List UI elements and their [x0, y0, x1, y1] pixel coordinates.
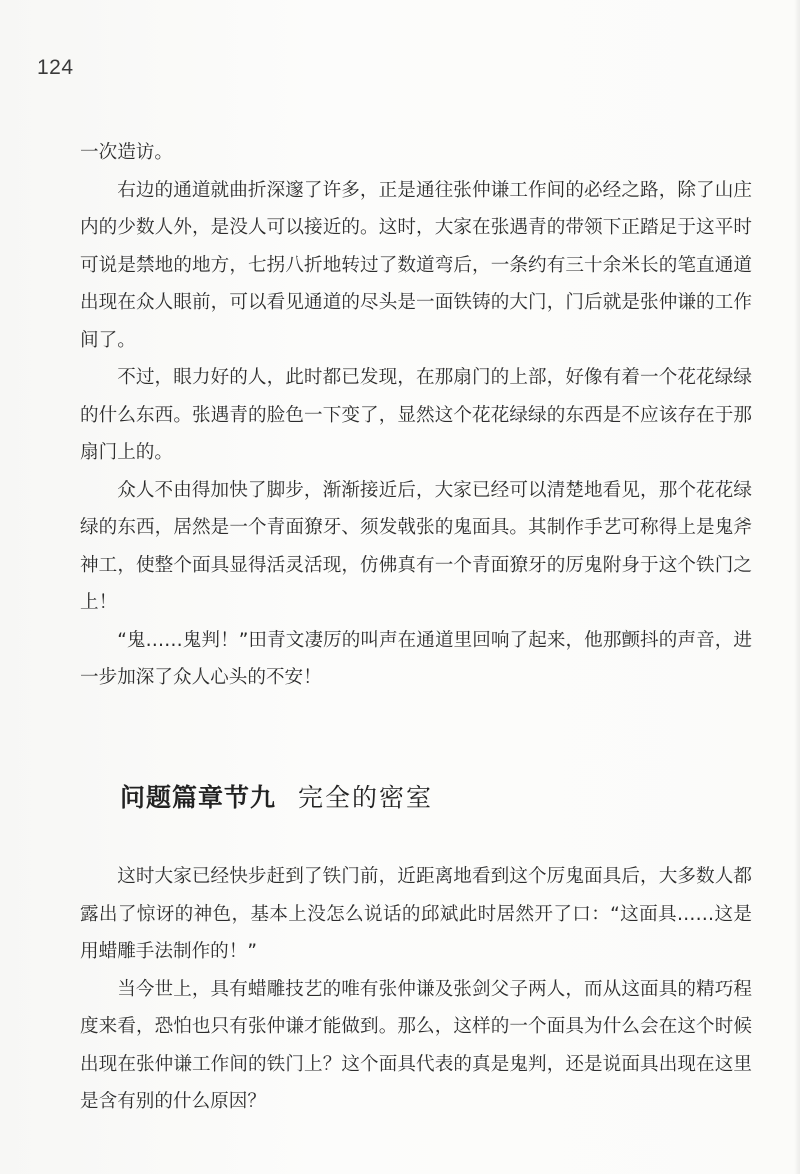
- text-block-section-2: [80, 858, 752, 1121]
- paragraph: 右边的通道就曲折深邃了许多，正是通往张仲谦工作间的必经之路，除了山庄内的少数人外，是没人可以接近的。这时，大家在张遇青的带领下正踏足于这平时可说是禁地的地方，七拐八折地转过了数道弯后，一条约有三十余米长的笔直通道出现在众人眼前，可以看见通道的尽头是一面铁铸的大门，门后就是张仲谦的工作间了。: [80, 179, 752, 351]
- paragraph: 这时大家已经快步赶到了铁门前，近距离地看到这个厉鬼面具后，大多数人都露出了惊讶的神色，基本上没怎么说话的邱斌此时居然开了口：“这面具……这是用蜡雕手法制作的！”: [80, 866, 752, 962]
- chapter-title: 完全的密室: [298, 783, 434, 812]
- page-number: 124: [37, 56, 74, 79]
- paragraph: 不过，眼力好的人，此时都已发现，在那扇门的上部，好像有着一个花花绿绿的什么东西。张遇青的脸色一下变了，显然这个花花绿绿的东西是不应该存在于那扇门上的。: [80, 367, 752, 463]
- paragraph: “鬼……鬼判！”田青文凄厉的叫声在通道里回响了起来，他那颤抖的声音，进一步加深了众人心头的不安！: [80, 629, 752, 688]
- chapter-heading: [120, 778, 433, 814]
- paragraph: 众人不由得加快了脚步，渐渐接近后，大家已经可以清楚地看见，那个花花绿绿的东西，居然是一个青面獠牙、须发戟张的鬼面具。其制作手艺可称得上是鬼斧神工，使整个面具显得活灵活现，仿佛真有一个青面獠牙的厉鬼附身于这个铁门之上！: [80, 479, 752, 613]
- paragraph: 当今世上，具有蜡雕技艺的唯有张仲谦及张剑父子两人，而从这面具的精巧程度来看，恐怕也只有张仲谦才能做到。那么，这样的一个面具为什么会在这个时候出现在张仲谦工作间的铁门上？这个面具代表的真是鬼判，还是说面具出现在这里是含有别的什么原因？: [80, 978, 752, 1112]
- chapter-label: 问题篇章节九: [120, 783, 277, 812]
- paragraph: 一次造访。: [80, 142, 173, 163]
- page-edge-shadow: [794, 0, 800, 1174]
- text-block-section-1: [80, 134, 752, 697]
